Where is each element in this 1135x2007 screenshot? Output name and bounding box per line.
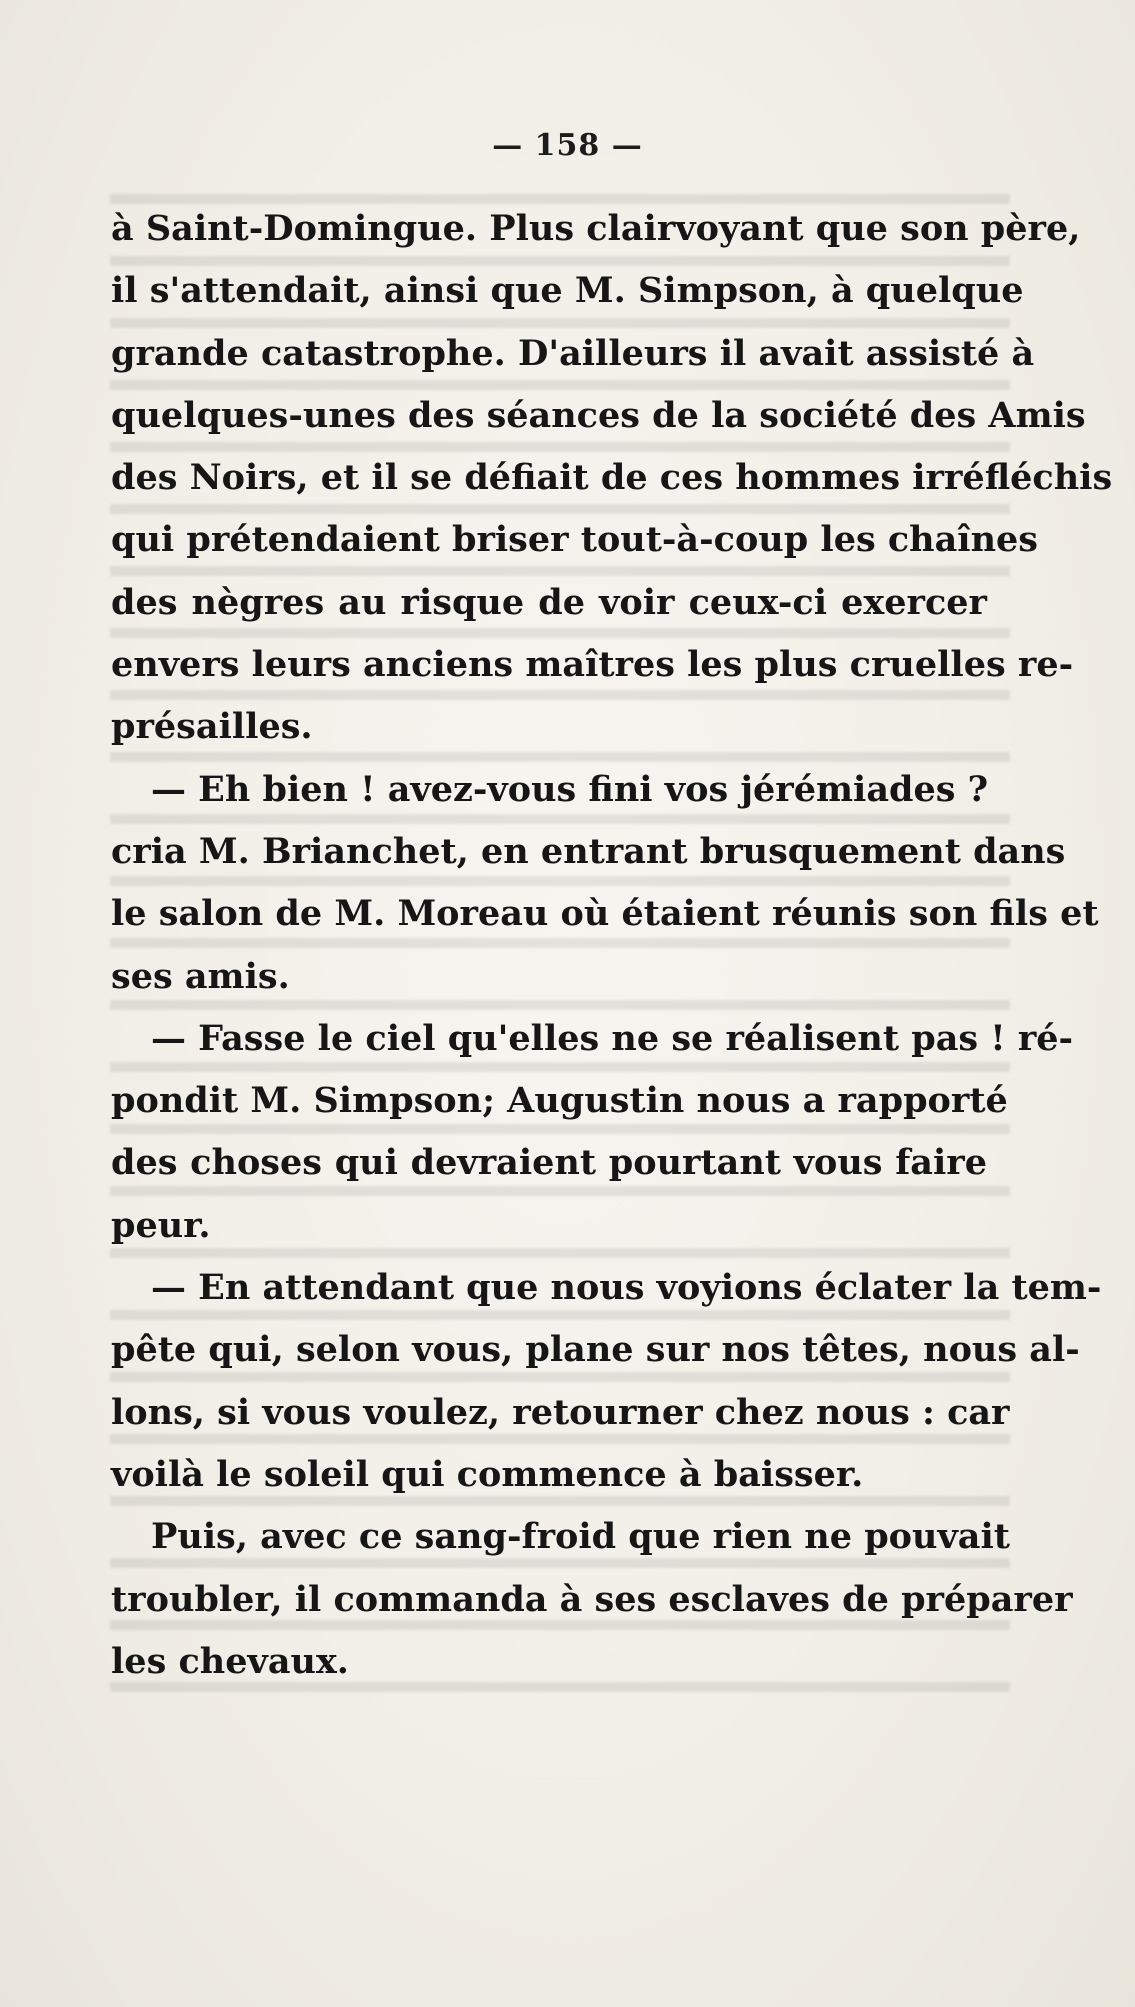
text-line: présailles. bbox=[111, 706, 313, 748]
text-line: le salon de M. Moreau où étaient réunis son fils et bbox=[111, 893, 1099, 935]
text-line: grande catastrophe. D'ailleurs il avait assisté à bbox=[111, 332, 1035, 374]
text-line: il s'attendait, ainsi que M. Simpson, à quelque bbox=[111, 270, 1024, 312]
text-line: — Fasse le ciel qu'elles ne se réalisent pas ! ré- bbox=[151, 1017, 1074, 1059]
text-line: qui prétendaient briser tout-à-coup les chaînes bbox=[111, 519, 1039, 561]
text-line: ses amis. bbox=[111, 955, 290, 997]
text-line: pête qui, selon vous, plane sur nos têtes, nous al- bbox=[111, 1329, 1080, 1371]
text-line: pondit M. Simpson; Augustin nous a rapporté bbox=[111, 1080, 1008, 1122]
text-line: à Saint-Domingue. Plus clairvoyant que son père, bbox=[111, 208, 1081, 249]
text-line: — Eh bien ! avez-vous fini vos jérémiades ? bbox=[151, 768, 989, 810]
text-line: lons, si vous voulez, retourner chez nous : car bbox=[111, 1391, 1010, 1433]
body-text bbox=[111, 198, 1113, 1693]
text-line: voilà le soleil qui commence à baisser. bbox=[111, 1453, 864, 1495]
text-line: des Noirs, et il se défiait de ces hommes irréfléchis bbox=[111, 457, 1113, 499]
text-line: — En attendant que nous voyions éclater la tem- bbox=[151, 1267, 1102, 1309]
text-line: les chevaux. bbox=[111, 1640, 349, 1682]
text-line: quelques-unes des séances de la société des Amis bbox=[111, 394, 1086, 436]
text-line: troubler, il commanda à ses esclaves de préparer bbox=[111, 1578, 1073, 1620]
page-number: — 158 — bbox=[492, 128, 643, 163]
text-line: peur. bbox=[111, 1204, 211, 1246]
text-line: cria M. Brianchet, en entrant brusquement dans bbox=[111, 830, 1066, 872]
text-line: des nègres au risque de voir ceux-ci exercer bbox=[111, 581, 987, 623]
text-line: des choses qui devraient pourtant vous faire bbox=[111, 1142, 987, 1184]
text-line: envers leurs anciens maîtres les plus cruelles re- bbox=[111, 644, 1074, 686]
text-line: Puis, avec ce sang-froid que rien ne pouvait bbox=[151, 1516, 1010, 1558]
